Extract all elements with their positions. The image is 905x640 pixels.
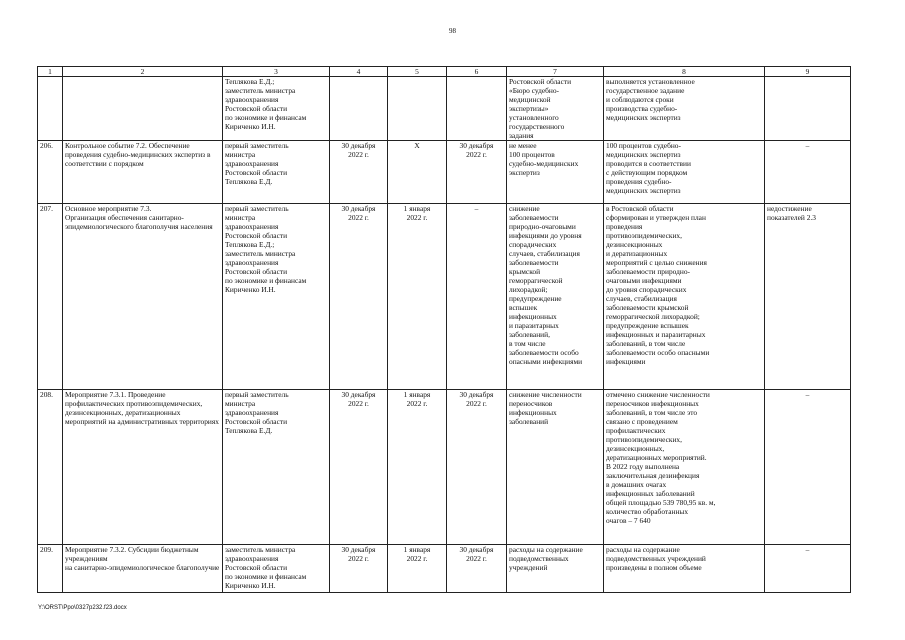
- expected-result: Ростовской области «Бюро судебно- медицинской экспертизы» установленного государственного задания: [507, 77, 604, 141]
- actual-result: в Ростовской области сформирован и утвержден план проведения противоэпидемических, дезинсекционных и дератизационных мероприятий с целью снижения заболеваемости природно- очаговыми инфекциями до уровня спорадических случаев, стабилизация заболеваемости крымской геморрагической лихорадкой; предупреждение вспышек инфекционных и паразитарных заболеваний, в том числе заболеваемости особо опасными инфекциями: [604, 204, 765, 390]
- actual-start: 1 января 2022 г.: [388, 545, 447, 593]
- header-row: [38, 67, 851, 77]
- col-header: 9: [765, 67, 851, 77]
- expected-result: снижение заболеваемости природно-очаговыми инфекциями до уровня спорадических случаев, стабилизация заболеваемости крымской геморрагической лихорадкой; предупреждение вспышек инфекционных и паразитарных заболеваний, в том числе заболеваемости особо опасными инфекциями: [507, 204, 604, 390]
- actual-end: 30 декабря 2022 г.: [447, 545, 507, 593]
- table-row: [38, 545, 851, 593]
- planned-date: 30 декабря 2022 г.: [330, 390, 388, 545]
- problems: –: [765, 545, 851, 593]
- actual-start: X: [388, 141, 447, 204]
- activity-name: Мероприятие 7.3.2. Субсидии бюджетным учреждениям на санитарно-эпидемиологическое благополучие: [63, 545, 223, 593]
- actual-result: отмечено снижение численности переносчиков инфекционных заболеваний, в том числе это связано с проведением профилактических противоэпидемических, дезинсекционных, дератизационных мероприятий. В 2022 году выполнена заключительная дезинфекция в домашних очагах инфекционных заболеваний общей площадью 539 780,95 кв. м, количество обработанных очагов – 7 640: [604, 390, 765, 545]
- file-path-footer: Y:\ORST\Ppo\0327p232.f23.docx: [38, 605, 127, 611]
- table-row: [38, 204, 851, 390]
- row-number: 208.: [38, 390, 63, 545]
- responsible-person: первый заместитель министра здравоохранения Ростовской области Теплякова Е.Д.; заместитель министра здравоохранения Ростовской области по экономике и финансам Кириченко И.Н.: [223, 204, 330, 390]
- col-header: 5: [388, 67, 447, 77]
- activity-name: [63, 77, 223, 141]
- col-header: 6: [447, 67, 507, 77]
- actual-start: 1 января 2022 г.: [388, 390, 447, 545]
- planned-date: 30 декабря 2022 г.: [330, 141, 388, 204]
- problems: –: [765, 141, 851, 204]
- responsible-person: заместитель министра здравоохранения Ростовской области по экономике и финансам Кириченко И.Н.: [223, 545, 330, 593]
- col-header: 2: [63, 67, 223, 77]
- actual-start: [388, 77, 447, 141]
- row-number: 206.: [38, 141, 63, 204]
- activity-name: Контрольное событие 7.2. Обеспечение проведения судебно-медицинских экспертиз в соответствии с порядком: [63, 141, 223, 204]
- page-number: 98: [449, 27, 456, 35]
- actual-result: выполняется установленное государственное задание и соблюдаются сроки производства судебно- медицинских экспертиз: [604, 77, 765, 141]
- actual-end: [447, 77, 507, 141]
- table-row: [38, 390, 851, 545]
- col-header: 8: [604, 67, 765, 77]
- activity-name: Мероприятие 7.3.1. Проведение профилактических противоэпидемических, дезинсекционных, дератизационных мероприятий на административных территориях: [63, 390, 223, 545]
- actual-result: 100 процентов судебно- медицинских экспертиз проводится в соответствии с действующим порядком проведения судебно- медицинских экспертиз: [604, 141, 765, 204]
- col-header: 4: [330, 67, 388, 77]
- table-row: [38, 141, 851, 204]
- expected-result: расходы на содержание подведомственных учреждений: [507, 545, 604, 593]
- problems: –: [765, 390, 851, 545]
- planned-date: [330, 77, 388, 141]
- actual-end: 30 декабря 2022 г.: [447, 390, 507, 545]
- col-header: 3: [223, 67, 330, 77]
- table-row: [38, 77, 851, 141]
- col-header: 1: [38, 67, 63, 77]
- activity-name: Основное мероприятие 7.3. Организация обеспечения санитарно-эпидемиологического благополучия населения: [63, 204, 223, 390]
- responsible-person: Теплякова Е.Д.; заместитель министра здравоохранения Ростовской области по экономике и финансам Кириченко И.Н.: [223, 77, 330, 141]
- report-table: [37, 66, 851, 593]
- planned-date: 30 декабря 2022 г.: [330, 545, 388, 593]
- expected-result: снижение численности переносчиков инфекционных заболеваний: [507, 390, 604, 545]
- problems: [765, 77, 851, 141]
- actual-start: 1 января 2022 г.: [388, 204, 447, 390]
- row-number: 209.: [38, 545, 63, 593]
- row-number: [38, 77, 63, 141]
- expected-result: не менее 100 процентов судебно-медицинских экспертиз: [507, 141, 604, 204]
- responsible-person: первый заместитель министра здравоохранения Ростовской области Теплякова Е.Д.: [223, 390, 330, 545]
- actual-result: расходы на содержание подведомственных учреждений произведены в полном объеме: [604, 545, 765, 593]
- actual-end: 30 декабря 2022 г.: [447, 141, 507, 204]
- planned-date: 30 декабря 2022 г.: [330, 204, 388, 390]
- problems: недостижение показателей 2.3: [765, 204, 851, 390]
- responsible-person: первый заместитель министра здравоохранения Ростовской области Теплякова Е.Д.: [223, 141, 330, 204]
- col-header: 7: [507, 67, 604, 77]
- row-number: 207.: [38, 204, 63, 390]
- actual-end: –: [447, 204, 507, 390]
